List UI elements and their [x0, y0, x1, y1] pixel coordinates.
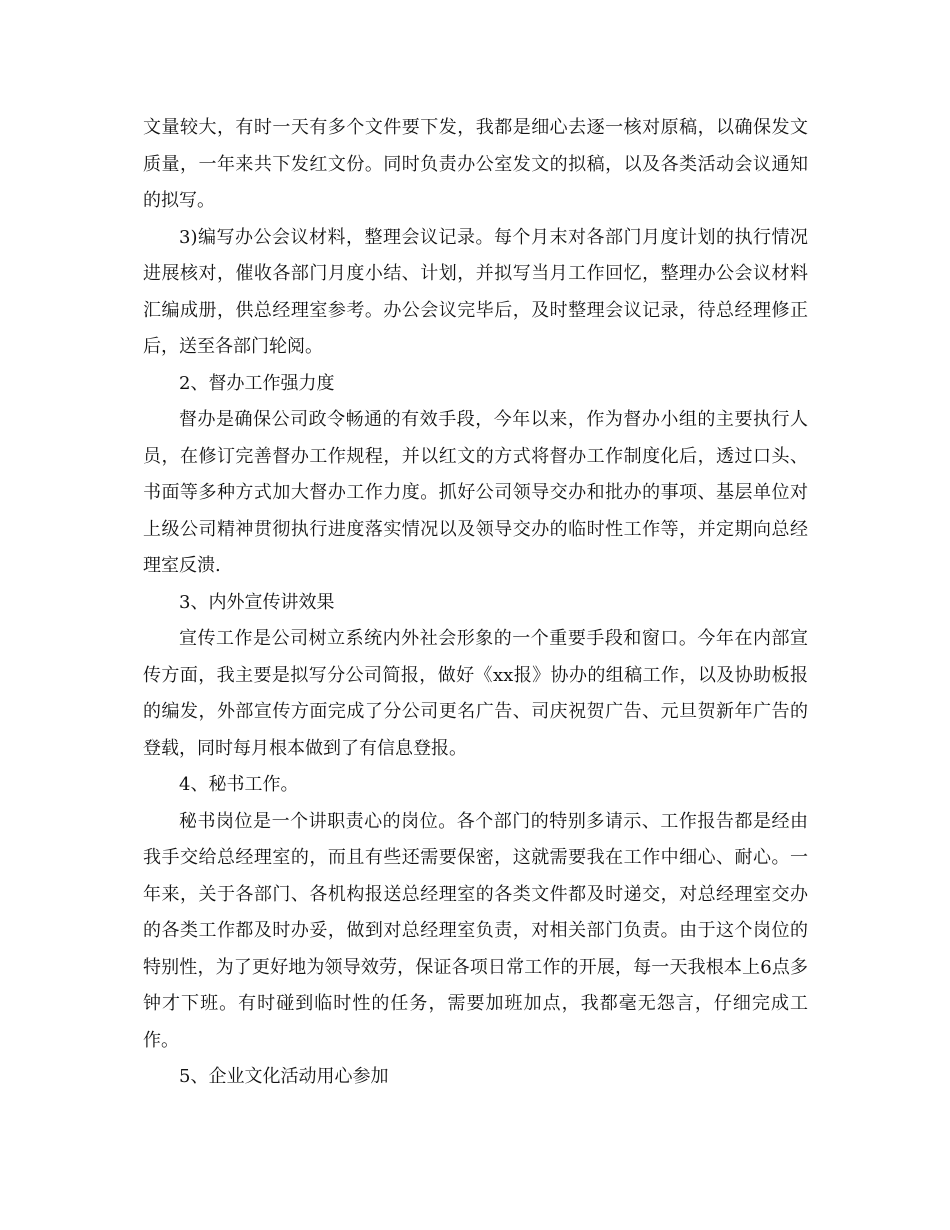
section-heading-secretary: 4、秘书工作。 — [179, 774, 299, 795]
paragraph-supervision: 督办是确保公司政令畅通的有效手段，今年以来，作为督办小组的主要执行人员，在修订完善督办工作规程，并以红文的方式将督办工作制度化后，透过口头、书面等多种方式加大督办工作力度。抓好公司领导交办和批办的事项、基层单位对上级公司精神贯彻执行进度落实情况以及领导交办的临时性工作等，并定期向总经理室反溃. — [143, 409, 808, 576]
section-heading-supervision: 2、督办工作强力度 — [179, 372, 335, 394]
paragraph-continued: 文量较大，有时一天有多个文件要下发，我都是细心去逐一核对原稿，以确保发文质量，一年来共下发红文份。同时负责办公室发文的拟稿，以及各类活动会议通知的拟写。 — [143, 117, 808, 211]
section-heading-publicity: 3、内外宣传讲效果 — [179, 591, 335, 613]
paragraph-secretary: 秘书岗位是一个讲职责心的岗位。各个部门的特别多请示、工作报告都是经由我手交给总经理室的，而且有些还需要保密，这就需要我在工作中细心、耐心。一年来，关于各部门、各机构报送总经理室的各类文件都及时递交，对总经理室交办的各类工作都及时办妥，做到对总经理室负责，对相关部门负责。由于这个岗位的特别性，为了更好地为领导效劳，保证各项日常工作的开展，每一天我根本上6点多钟才下班。有时碰到临时性的任务，需要加班加点，我都毫无怨言，仔细完成工作。 — [143, 810, 808, 1051]
document-body — [143, 110, 808, 1096]
section-heading-culture: 5、企业文化活动用心参加 — [179, 1066, 389, 1087]
paragraph-publicity: 宣传工作是公司树立系统内外社会形象的一个重要手段和窗口。今年在内部宣传方面，我主要是拟写分公司简报，做好《xx报》协办的组稿工作，以及协助板报的编发，外部宣传方面完成了分公司更名广告、司庆祝贺广告、元旦贺新年广告的登载，同时每月根本做到了有信息登报。 — [143, 628, 808, 759]
paragraph-meeting-materials: 3)编写办公会议材料，整理会议记录。每个月末对各部门月度计划的执行情况进展核对，催收各部门月度小结、计划，并拟写当月工作回忆，整理办公会议材料汇编成册，供总经理室参考。办公会议完毕后，及时整理会议记录，待总经理修正后，送至各部门轮阅。 — [143, 226, 808, 357]
